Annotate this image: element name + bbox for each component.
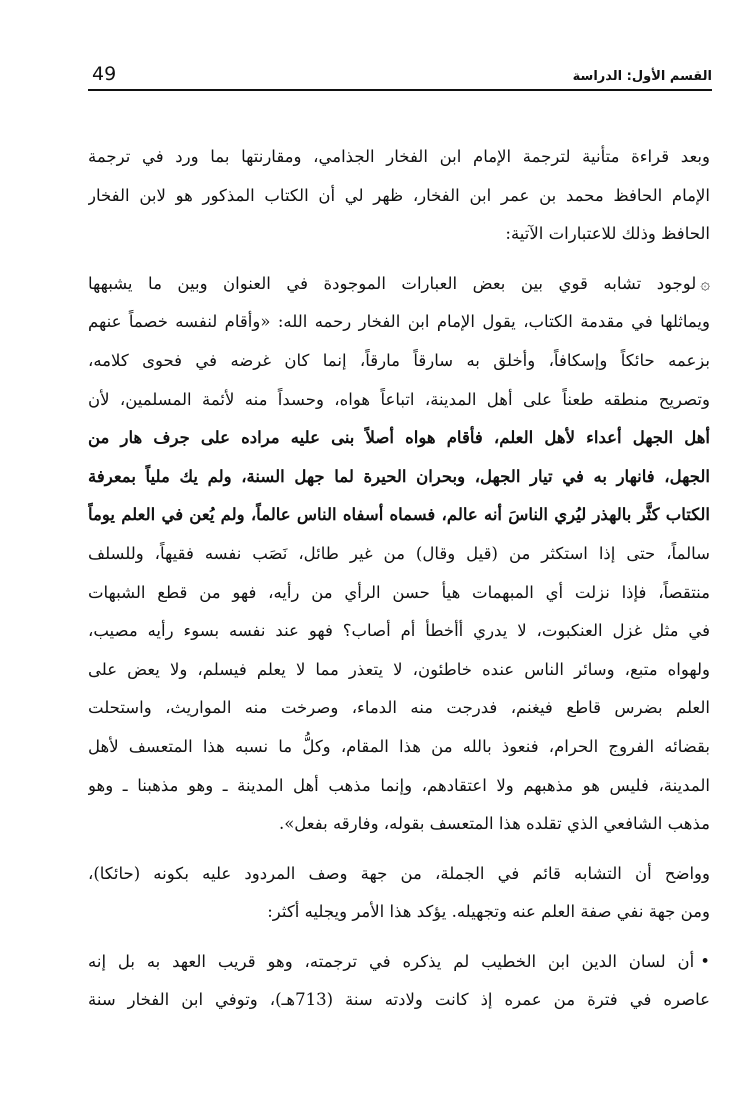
bullet-icon: • — [700, 951, 710, 971]
text-line: الإمام الحافظ محمد بن عمر ابن الفخار، ظهر لي أن الكتاب المذكور هو لابن الفخار — [88, 185, 710, 205]
text-line: عاصره في فترة من عمره إذ كانت ولادته سنة (713هـ)، وتوفي ابن الفخار سنة — [88, 990, 710, 1010]
text-line: ولهواه متبع، وسائر الناس عنده خاطئون، لا يتعذر مما لا يعلم فيسلم، ولا يعض على — [88, 659, 710, 679]
text-line: أهل الجهل أعداء لأهل العلم، فأقام هواه أصلاً بنى عليه مراده على جرف هار من — [88, 428, 710, 448]
running-title: القسم الأول: الدراسة — [572, 69, 712, 84]
text-line: العلم بضرس قاطع فيغنم، فدرجت منه الدماء، وصرخت منه المواريث، واستحلت — [88, 698, 710, 718]
text-line: الجهل، فانهار به في تيار الجهل، وبحران الحيرة لما جهل السنة، ولم يك ملياً بمعرفة — [88, 466, 710, 486]
text-line: في مثل غزل العنكبوت، لا يدري أأخطأ أم أصاب؟ فهو عند نفسه بسوء رأيه مصيب، — [88, 621, 710, 641]
body-text — [88, 138, 710, 1020]
text-line: ومن جهة نفي صفة العلم عنه وتجهيله. يؤكد هذا الأمر ويجليه أكثر: — [267, 902, 710, 922]
text-line: المدينة، فليس هو مذهبهم ولا اعتقادهم، وإنما مذهب أهل المدينة ـ وهو مذهبنا ـ وهو — [88, 775, 710, 795]
text-line: ويماثلها في مقدمة الكتاب، يقول الإمام ابن الفخار رحمه الله: «وأقام لنفسه خصماً عنهم — [88, 312, 710, 332]
text-line: سالماً، حتى إذا استكثر من (قيل وقال) من غير طائل، نَصَب نفسه فقيهاً، وللسلف — [88, 543, 710, 563]
page-number: 49 — [92, 63, 117, 85]
text-line: الكتاب كثَّر بالهذر ليُري الناسَ أنه عالم، فسماه أسفاه الناس عالماً، ولم يُعن في العلم يوماً — [88, 505, 710, 525]
text-segment: لوجود تشابه قوي بين بعض العبارات الموجودة في العنوان وبين ما يشبهها — [88, 273, 697, 293]
text-line: وواضح أن التشابه قائم في الجملة، من جهة وصف المردود عليه بكونه (حائكا)، — [88, 863, 710, 883]
text-line — [88, 943, 710, 982]
text-segment: أن لسان الدين ابن الخطيب لم يذكره في ترجمته، وهو قريب العهد به بل إنه — [88, 951, 695, 971]
text-line: مذهب الشافعي الذي تقلده هذا المتعسف بقوله، وفارقه بفعل». — [278, 814, 710, 834]
paragraph-gap — [88, 254, 710, 265]
ornament-symbol-icon: ۞ — [700, 273, 710, 293]
page-header — [88, 62, 712, 92]
header-rule — [88, 89, 712, 91]
text-line: وبعد قراءة متأنية لترجمة الإمام ابن الفخار الجذامي، ومقارنتها بما ورد في ترجمة — [88, 147, 710, 166]
text-line: الحافظ وذلك للاعتبارات الآتية: — [505, 224, 710, 244]
paragraph-gap — [88, 844, 710, 855]
text-line: وتصريح منطقه طعناً على أهل المدينة، اتباعاً هواه، وحسداً منه لأئمة المسلمين، لأن — [88, 389, 710, 409]
paragraph-gap — [88, 932, 710, 943]
text-line: بزعمه حائكاً وإسكافاً، وأخلق به سارقاً مارقاً، إنما كان غرضه في فحوى كلامه، — [88, 350, 710, 370]
text-line — [88, 265, 710, 304]
text-line: بقضائه الفروج الحرام، فنعوذ بالله من هذا المقام، وكلُّ ما نسبه هذا المتعسف لأهل — [88, 736, 710, 756]
text-line: منتقصاً، فإذا نزلت أي المبهمات هيأ حسن الرأي من رأيه، فهو من قطع الشبهات — [88, 582, 710, 602]
